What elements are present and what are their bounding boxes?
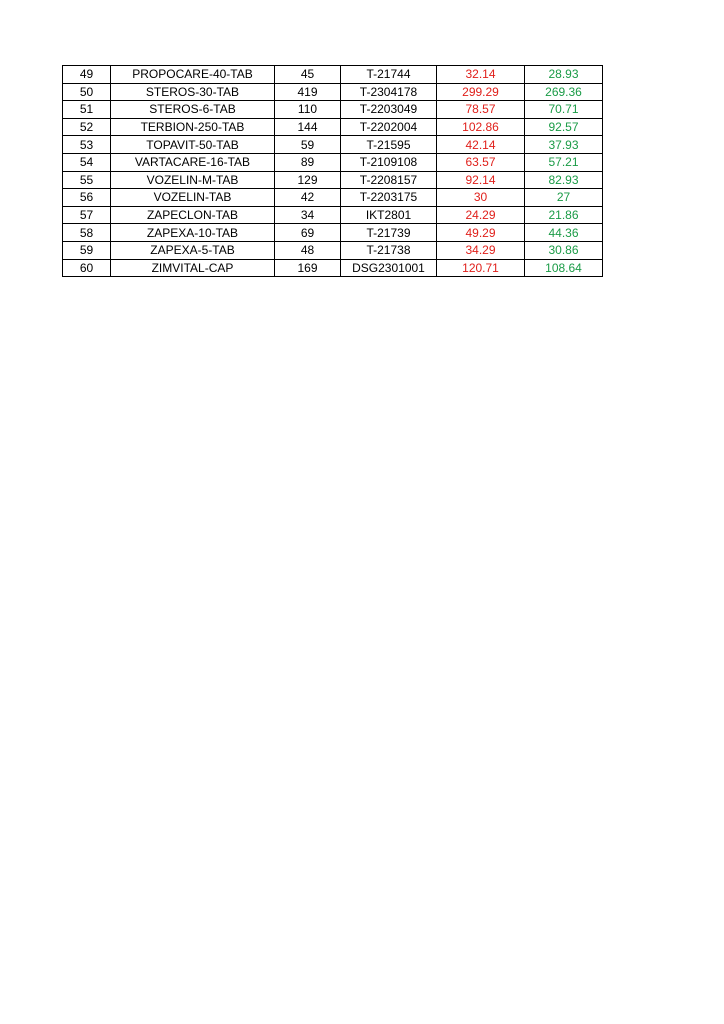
table-row [63, 259, 603, 277]
net-value-cell: 92.57 [525, 118, 603, 136]
quantity-cell: 48 [275, 241, 341, 259]
serial-number-cell: 56 [63, 189, 111, 207]
price-cell: 63.57 [437, 153, 525, 171]
batch-number-cell: T-21738 [341, 241, 437, 259]
batch-number-cell: T-2109108 [341, 153, 437, 171]
serial-number-cell: 53 [63, 136, 111, 154]
price-cell: 92.14 [437, 171, 525, 189]
serial-number-cell: 50 [63, 83, 111, 101]
quantity-cell: 45 [275, 66, 341, 84]
batch-number-cell: T-21744 [341, 66, 437, 84]
table-row [63, 66, 603, 84]
net-value-cell: 30.86 [525, 241, 603, 259]
product-name-cell: VOZELIN-M-TAB [111, 171, 275, 189]
price-cell: 30 [437, 189, 525, 207]
batch-number-cell: T-21595 [341, 136, 437, 154]
product-name-cell: TERBION-250-TAB [111, 118, 275, 136]
quantity-cell: 34 [275, 206, 341, 224]
net-value-cell: 28.93 [525, 66, 603, 84]
batch-number-cell: T-2202004 [341, 118, 437, 136]
price-cell: 24.29 [437, 206, 525, 224]
price-cell: 299.29 [437, 83, 525, 101]
serial-number-cell: 54 [63, 153, 111, 171]
table-row [63, 101, 603, 119]
serial-number-cell: 59 [63, 241, 111, 259]
batch-number-cell: T-2203175 [341, 189, 437, 207]
table-row [63, 118, 603, 136]
table-row [63, 83, 603, 101]
quantity-cell: 419 [275, 83, 341, 101]
price-cell: 78.57 [437, 101, 525, 119]
product-name-cell: TOPAVIT-50-TAB [111, 136, 275, 154]
table-row [63, 153, 603, 171]
net-value-cell: 44.36 [525, 224, 603, 242]
price-cell: 102.86 [437, 118, 525, 136]
product-name-cell: ZIMVITAL-CAP [111, 259, 275, 277]
product-name-cell: VARTACARE-16-TAB [111, 153, 275, 171]
table-row [63, 171, 603, 189]
net-value-cell: 57.21 [525, 153, 603, 171]
batch-number-cell: T-21739 [341, 224, 437, 242]
net-value-cell: 37.93 [525, 136, 603, 154]
batch-number-cell: DSG2301001 [341, 259, 437, 277]
net-value-cell: 82.93 [525, 171, 603, 189]
quantity-cell: 69 [275, 224, 341, 242]
batch-number-cell: T-2304178 [341, 83, 437, 101]
serial-number-cell: 49 [63, 66, 111, 84]
net-value-cell: 70.71 [525, 101, 603, 119]
quantity-cell: 110 [275, 101, 341, 119]
quantity-cell: 169 [275, 259, 341, 277]
batch-number-cell: IKT2801 [341, 206, 437, 224]
serial-number-cell: 51 [63, 101, 111, 119]
quantity-cell: 144 [275, 118, 341, 136]
product-table [62, 65, 603, 277]
quantity-cell: 42 [275, 189, 341, 207]
net-value-cell: 21.86 [525, 206, 603, 224]
serial-number-cell: 58 [63, 224, 111, 242]
batch-number-cell: T-2203049 [341, 101, 437, 119]
product-name-cell: ZAPECLON-TAB [111, 206, 275, 224]
serial-number-cell: 55 [63, 171, 111, 189]
price-cell: 34.29 [437, 241, 525, 259]
serial-number-cell: 60 [63, 259, 111, 277]
price-cell: 32.14 [437, 66, 525, 84]
net-value-cell: 269.36 [525, 83, 603, 101]
product-name-cell: STEROS-30-TAB [111, 83, 275, 101]
product-name-cell: PROPOCARE-40-TAB [111, 66, 275, 84]
price-cell: 120.71 [437, 259, 525, 277]
quantity-cell: 89 [275, 153, 341, 171]
table-body [63, 66, 603, 277]
table-row [63, 224, 603, 242]
net-value-cell: 27 [525, 189, 603, 207]
price-cell: 49.29 [437, 224, 525, 242]
product-name-cell: ZAPEXA-5-TAB [111, 241, 275, 259]
price-cell: 42.14 [437, 136, 525, 154]
table-row [63, 206, 603, 224]
quantity-cell: 59 [275, 136, 341, 154]
serial-number-cell: 52 [63, 118, 111, 136]
batch-number-cell: T-2208157 [341, 171, 437, 189]
serial-number-cell: 57 [63, 206, 111, 224]
product-name-cell: STEROS-6-TAB [111, 101, 275, 119]
product-name-cell: ZAPEXA-10-TAB [111, 224, 275, 242]
quantity-cell: 129 [275, 171, 341, 189]
table-row [63, 136, 603, 154]
table-row [63, 241, 603, 259]
net-value-cell: 108.64 [525, 259, 603, 277]
table-row [63, 189, 603, 207]
product-name-cell: VOZELIN-TAB [111, 189, 275, 207]
